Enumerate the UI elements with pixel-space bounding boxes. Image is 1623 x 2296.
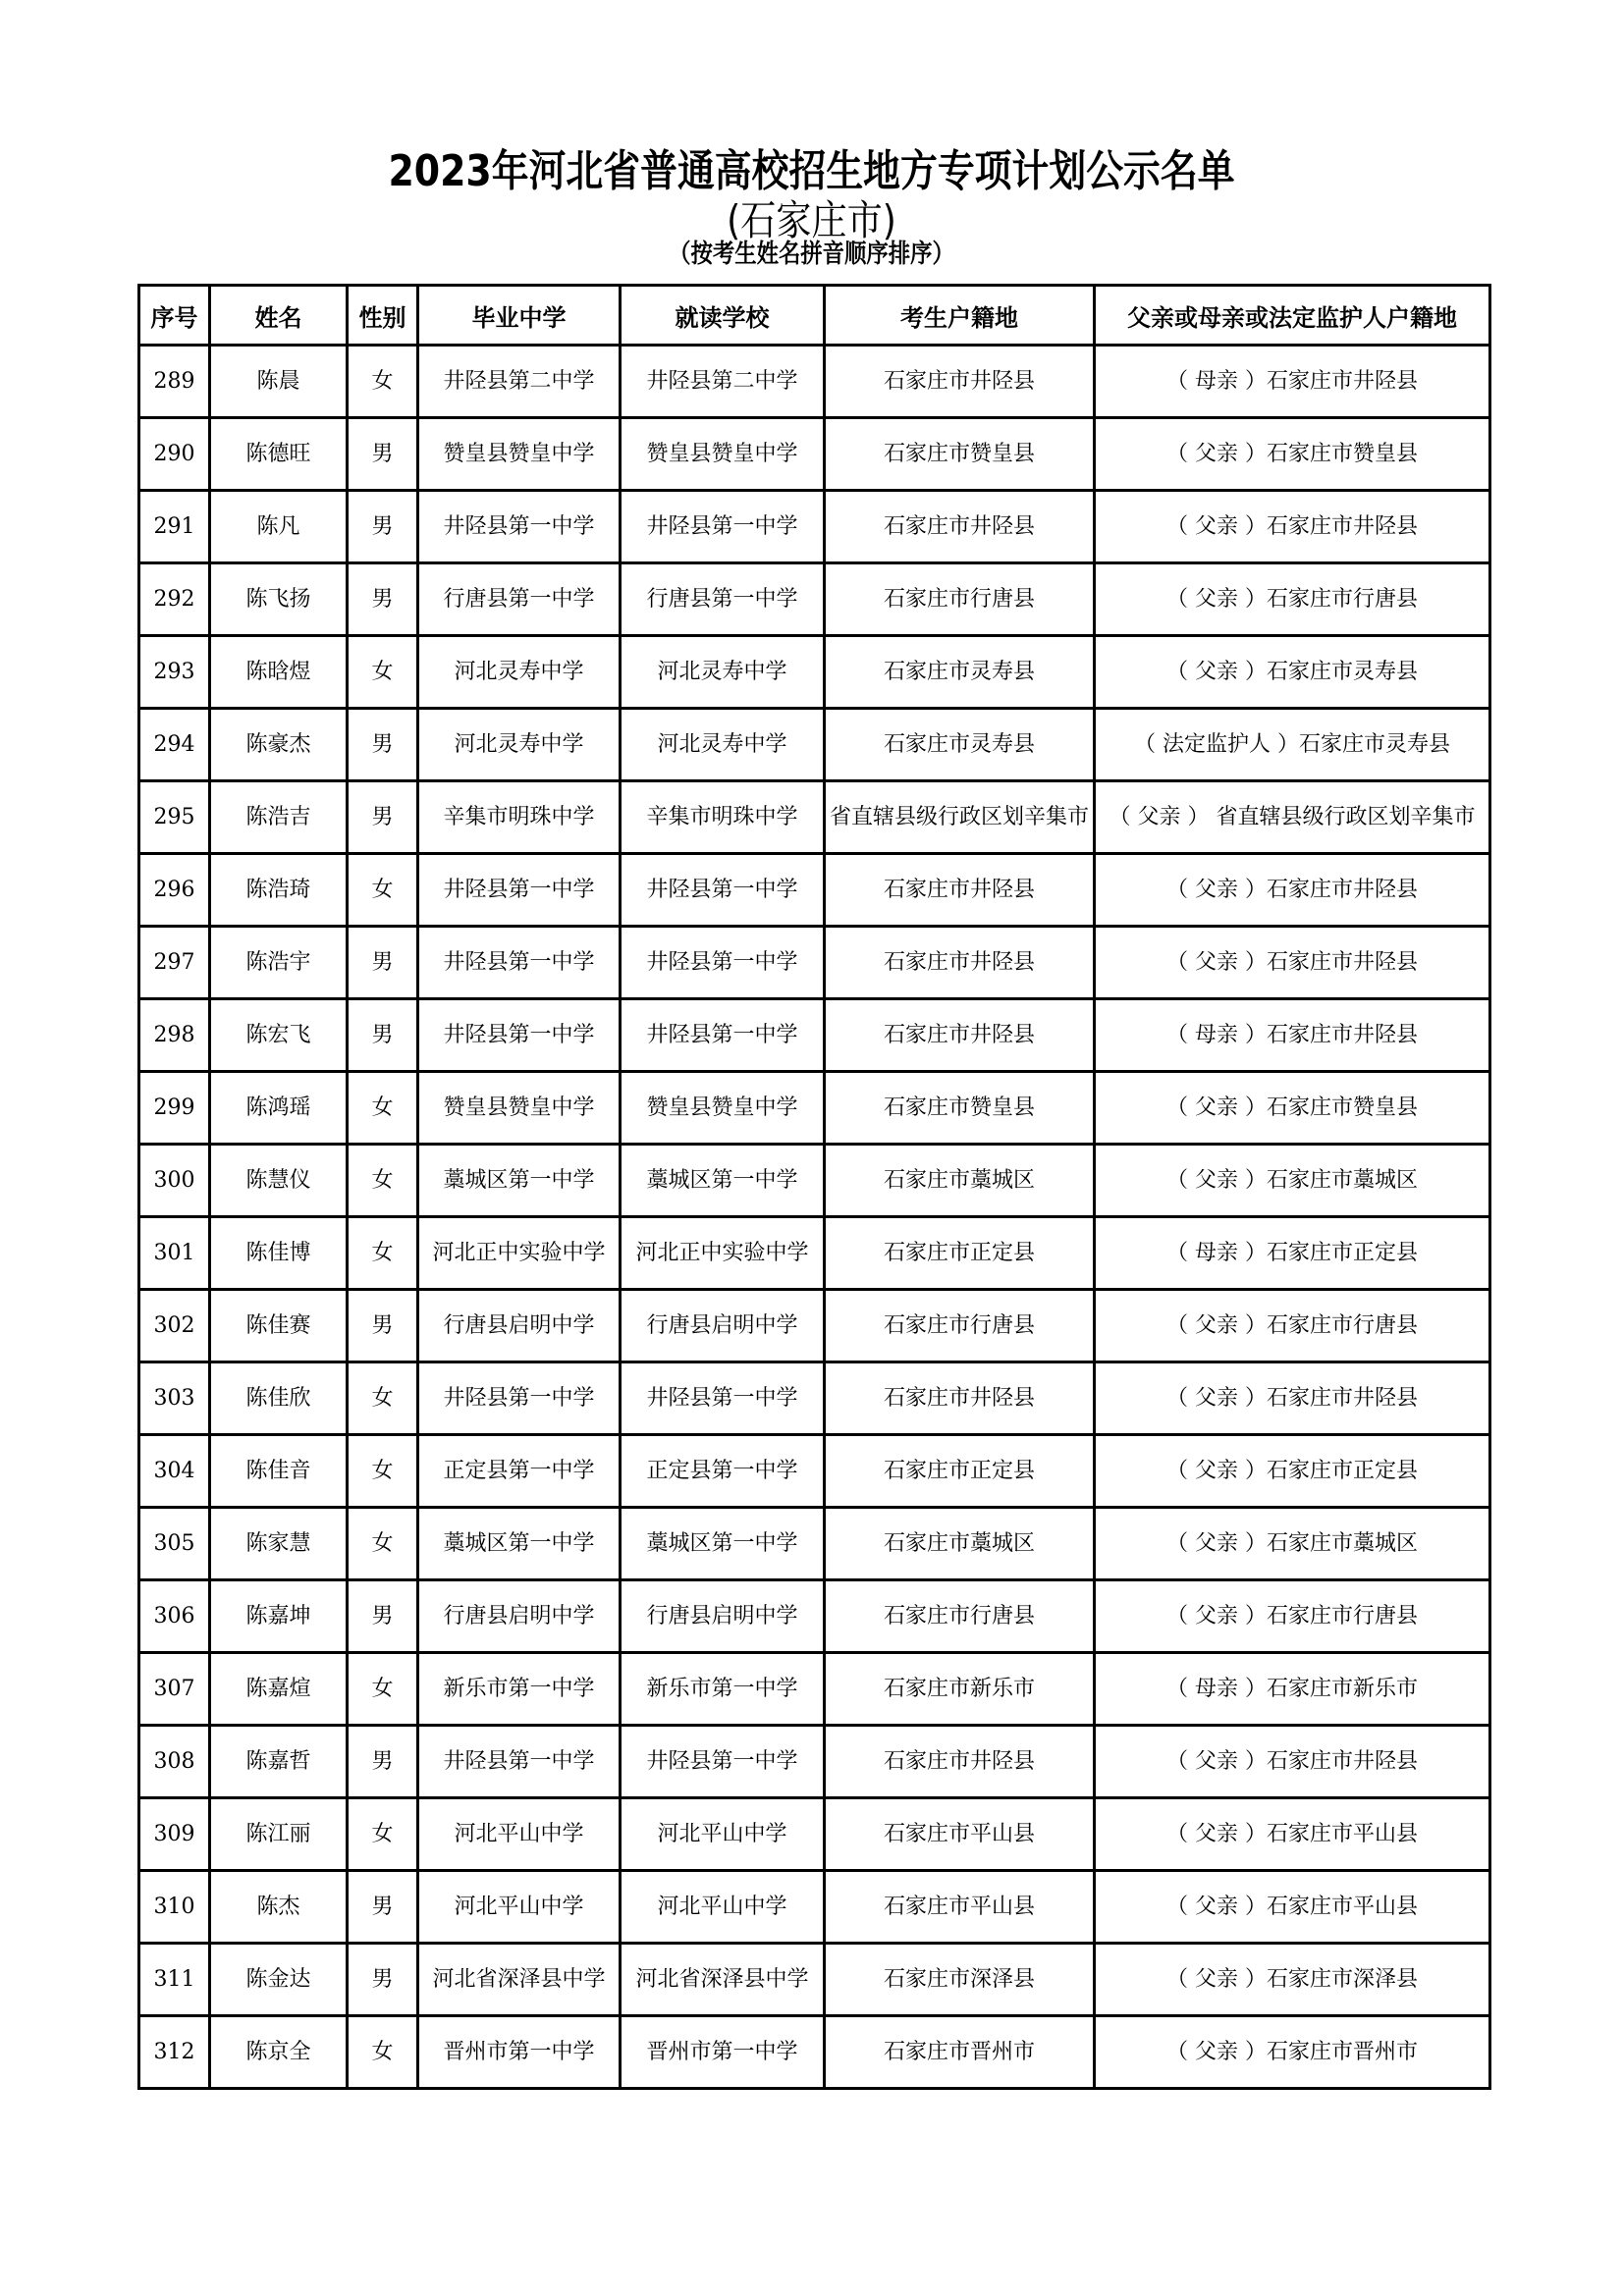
- cell-hukou: 石家庄市行唐县: [825, 1290, 1095, 1362]
- cell-grad-school: 河北平山中学: [418, 1798, 621, 1871]
- cell-hukou: 石家庄市井陉县: [825, 346, 1095, 418]
- table-row: [139, 1580, 1490, 1653]
- cell-name: 陈浩琦: [210, 854, 348, 927]
- cell-grad-school: 井陉县第二中学: [418, 346, 621, 418]
- cell-grad-school: 行唐县启明中学: [418, 1290, 621, 1362]
- cell-gender: 女: [348, 1435, 418, 1508]
- cell-guardian-hukou: （ 父亲 ）石家庄市灵寿县: [1095, 636, 1490, 709]
- cell-seq: 297: [139, 927, 210, 999]
- cell-hukou: 石家庄市深泽县: [825, 1944, 1095, 2016]
- cell-name: 陈浩吉: [210, 781, 348, 854]
- cell-guardian-hukou: （ 父亲 ）石家庄市正定县: [1095, 1435, 1490, 1508]
- cell-name: 陈杰: [210, 1871, 348, 1944]
- cell-seq: 290: [139, 418, 210, 491]
- cell-seq: 301: [139, 1217, 210, 1290]
- cell-current-school: 井陉县第一中学: [621, 1726, 825, 1798]
- cell-name: 陈嘉煊: [210, 1653, 348, 1726]
- cell-name: 陈凡: [210, 491, 348, 563]
- cell-guardian-hukou: （ 父亲 ）石家庄市藁城区: [1095, 1145, 1490, 1217]
- cell-current-school: 河北灵寿中学: [621, 709, 825, 781]
- header-gender: 性别: [348, 286, 418, 346]
- cell-grad-school: 井陉县第一中学: [418, 927, 621, 999]
- cell-grad-school: 河北省深泽县中学: [418, 1944, 621, 2016]
- cell-hukou: 石家庄市井陉县: [825, 927, 1095, 999]
- cell-guardian-hukou: （ 父亲 ）石家庄市行唐县: [1095, 1580, 1490, 1653]
- cell-gender: 男: [348, 1944, 418, 2016]
- table-row: [139, 1290, 1490, 1362]
- cell-grad-school: 河北平山中学: [418, 1871, 621, 1944]
- cell-seq: 295: [139, 781, 210, 854]
- cell-gender: 女: [348, 1145, 418, 1217]
- cell-gender: 男: [348, 491, 418, 563]
- cell-current-school: 井陉县第一中学: [621, 491, 825, 563]
- cell-current-school: 河北正中实验中学: [621, 1217, 825, 1290]
- cell-gender: 男: [348, 1871, 418, 1944]
- cell-grad-school: 河北正中实验中学: [418, 1217, 621, 1290]
- sort-note: （按考生姓名拼音顺序排序）: [669, 240, 954, 269]
- cell-seq: 306: [139, 1580, 210, 1653]
- cell-guardian-hukou: （ 母亲 ）石家庄市新乐市: [1095, 1653, 1490, 1726]
- cell-hukou: 石家庄市平山县: [825, 1798, 1095, 1871]
- cell-name: 陈嘉坤: [210, 1580, 348, 1653]
- table-row: [139, 1435, 1490, 1508]
- cell-current-school: 井陉县第一中学: [621, 1362, 825, 1435]
- cell-name: 陈佳博: [210, 1217, 348, 1290]
- cell-hukou: 石家庄市平山县: [825, 1871, 1095, 1944]
- cell-seq: 307: [139, 1653, 210, 1726]
- document-title: 2023年河北省普通高校招生地方专项计划公示名单: [388, 146, 1235, 196]
- cell-hukou: 石家庄市行唐县: [825, 1580, 1095, 1653]
- cell-seq: 296: [139, 854, 210, 927]
- cell-gender: 男: [348, 999, 418, 1072]
- table-row: [139, 2016, 1490, 2089]
- cell-hukou: 石家庄市井陉县: [825, 491, 1095, 563]
- cell-current-school: 藁城区第一中学: [621, 1508, 825, 1580]
- cell-guardian-hukou: （ 法定监护人 ）石家庄市灵寿县: [1095, 709, 1490, 781]
- cell-guardian-hukou: （ 父亲 ）石家庄市井陉县: [1095, 491, 1490, 563]
- cell-gender: 男: [348, 781, 418, 854]
- cell-name: 陈鸿瑶: [210, 1072, 348, 1145]
- table-row: [139, 1145, 1490, 1217]
- cell-hukou: 石家庄市灵寿县: [825, 636, 1095, 709]
- cell-current-school: 井陉县第二中学: [621, 346, 825, 418]
- cell-name: 陈晨: [210, 346, 348, 418]
- cell-gender: 女: [348, 2016, 418, 2089]
- cell-seq: 304: [139, 1435, 210, 1508]
- cell-grad-school: 河北灵寿中学: [418, 636, 621, 709]
- cell-gender: 女: [348, 1798, 418, 1871]
- cell-current-school: 井陉县第一中学: [621, 927, 825, 999]
- cell-grad-school: 井陉县第一中学: [418, 1726, 621, 1798]
- table-row: [139, 1362, 1490, 1435]
- cell-gender: 男: [348, 563, 418, 636]
- cell-current-school: 新乐市第一中学: [621, 1653, 825, 1726]
- cell-seq: 298: [139, 999, 210, 1072]
- cell-guardian-hukou: （ 父亲 ）石家庄市深泽县: [1095, 1944, 1490, 2016]
- document-subtitle: (石家庄市): [727, 196, 896, 244]
- cell-hukou: 石家庄市藁城区: [825, 1145, 1095, 1217]
- cell-gender: 女: [348, 854, 418, 927]
- cell-gender: 男: [348, 1290, 418, 1362]
- cell-hukou: 石家庄市井陉县: [825, 999, 1095, 1072]
- cell-guardian-hukou: （ 父亲 ） 省直辖县级行政区划辛集市: [1095, 781, 1490, 854]
- cell-guardian-hukou: （ 母亲 ）石家庄市井陉县: [1095, 999, 1490, 1072]
- table-row: [139, 1508, 1490, 1580]
- cell-current-school: 晋州市第一中学: [621, 2016, 825, 2089]
- cell-guardian-hukou: （ 父亲 ）石家庄市晋州市: [1095, 2016, 1490, 2089]
- cell-current-school: 辛集市明珠中学: [621, 781, 825, 854]
- cell-guardian-hukou: （ 父亲 ）石家庄市赞皇县: [1095, 1072, 1490, 1145]
- cell-grad-school: 行唐县启明中学: [418, 1580, 621, 1653]
- table-header-row: [139, 286, 1490, 346]
- cell-gender: 女: [348, 1508, 418, 1580]
- cell-grad-school: 井陉县第一中学: [418, 491, 621, 563]
- cell-guardian-hukou: （ 父亲 ）石家庄市平山县: [1095, 1871, 1490, 1944]
- cell-grad-school: 藁城区第一中学: [418, 1145, 621, 1217]
- table-row: [139, 927, 1490, 999]
- cell-hukou: 石家庄市正定县: [825, 1217, 1095, 1290]
- cell-seq: 292: [139, 563, 210, 636]
- table-row: [139, 636, 1490, 709]
- cell-gender: 女: [348, 636, 418, 709]
- cell-name: 陈京全: [210, 2016, 348, 2089]
- cell-gender: 女: [348, 1653, 418, 1726]
- cell-gender: 男: [348, 927, 418, 999]
- cell-seq: 311: [139, 1944, 210, 2016]
- cell-seq: 300: [139, 1145, 210, 1217]
- cell-hukou: 石家庄市晋州市: [825, 2016, 1095, 2089]
- cell-gender: 男: [348, 1580, 418, 1653]
- cell-gender: 女: [348, 1362, 418, 1435]
- cell-seq: 302: [139, 1290, 210, 1362]
- cell-seq: 293: [139, 636, 210, 709]
- header-hukou: 考生户籍地: [825, 286, 1095, 346]
- cell-hukou: 石家庄市井陉县: [825, 1362, 1095, 1435]
- table-row: [139, 1798, 1490, 1871]
- cell-current-school: 行唐县启明中学: [621, 1290, 825, 1362]
- cell-name: 陈晗煜: [210, 636, 348, 709]
- header-current-school: 就读学校: [621, 286, 825, 346]
- cell-name: 陈飞扬: [210, 563, 348, 636]
- cell-hukou: 石家庄市新乐市: [825, 1653, 1095, 1726]
- cell-name: 陈金达: [210, 1944, 348, 2016]
- cell-hukou: 石家庄市行唐县: [825, 563, 1095, 636]
- cell-grad-school: 藁城区第一中学: [418, 1508, 621, 1580]
- cell-name: 陈佳音: [210, 1435, 348, 1508]
- cell-guardian-hukou: （ 父亲 ）石家庄市行唐县: [1095, 563, 1490, 636]
- table-row: [139, 1072, 1490, 1145]
- cell-current-school: 河北灵寿中学: [621, 636, 825, 709]
- cell-current-school: 赞皇县赞皇中学: [621, 418, 825, 491]
- cell-seq: 303: [139, 1362, 210, 1435]
- cell-seq: 291: [139, 491, 210, 563]
- table-row: [139, 418, 1490, 491]
- cell-name: 陈豪杰: [210, 709, 348, 781]
- cell-current-school: 井陉县第一中学: [621, 999, 825, 1072]
- cell-current-school: 藁城区第一中学: [621, 1145, 825, 1217]
- table-row: [139, 1944, 1490, 2016]
- cell-name: 陈家慧: [210, 1508, 348, 1580]
- cell-guardian-hukou: （ 父亲 ）石家庄市藁城区: [1095, 1508, 1490, 1580]
- table-row: [139, 854, 1490, 927]
- cell-current-school: 井陉县第一中学: [621, 854, 825, 927]
- table-row: [139, 1217, 1490, 1290]
- cell-name: 陈慧仪: [210, 1145, 348, 1217]
- cell-grad-school: 辛集市明珠中学: [418, 781, 621, 854]
- admission-list-table: [137, 284, 1491, 2090]
- table-row: [139, 781, 1490, 854]
- header-seq: 序号: [139, 286, 210, 346]
- cell-name: 陈江丽: [210, 1798, 348, 1871]
- cell-current-school: 正定县第一中学: [621, 1435, 825, 1508]
- table-row: [139, 1653, 1490, 1726]
- cell-gender: 男: [348, 418, 418, 491]
- cell-seq: 294: [139, 709, 210, 781]
- cell-hukou: 石家庄市藁城区: [825, 1508, 1095, 1580]
- cell-name: 陈浩宇: [210, 927, 348, 999]
- cell-current-school: 河北省深泽县中学: [621, 1944, 825, 2016]
- cell-grad-school: 赞皇县赞皇中学: [418, 418, 621, 491]
- cell-grad-school: 井陉县第一中学: [418, 854, 621, 927]
- header-grad-school: 毕业中学: [418, 286, 621, 346]
- cell-guardian-hukou: （ 父亲 ）石家庄市井陉县: [1095, 1362, 1490, 1435]
- cell-grad-school: 正定县第一中学: [418, 1435, 621, 1508]
- cell-seq: 308: [139, 1726, 210, 1798]
- cell-grad-school: 赞皇县赞皇中学: [418, 1072, 621, 1145]
- cell-seq: 289: [139, 346, 210, 418]
- cell-grad-school: 新乐市第一中学: [418, 1653, 621, 1726]
- cell-grad-school: 井陉县第一中学: [418, 999, 621, 1072]
- cell-grad-school: 河北灵寿中学: [418, 709, 621, 781]
- cell-hukou: 石家庄市灵寿县: [825, 709, 1095, 781]
- table-row: [139, 346, 1490, 418]
- cell-hukou: 石家庄市赞皇县: [825, 1072, 1095, 1145]
- cell-guardian-hukou: （ 父亲 ）石家庄市井陉县: [1095, 927, 1490, 999]
- cell-name: 陈嘉哲: [210, 1726, 348, 1798]
- cell-seq: 305: [139, 1508, 210, 1580]
- cell-gender: 女: [348, 1217, 418, 1290]
- header-guardian-hukou: 父亲或母亲或法定监护人户籍地: [1095, 286, 1490, 346]
- cell-guardian-hukou: （ 母亲 ）石家庄市井陉县: [1095, 346, 1490, 418]
- table-row: [139, 1726, 1490, 1798]
- cell-hukou: 石家庄市赞皇县: [825, 418, 1095, 491]
- cell-grad-school: 晋州市第一中学: [418, 2016, 621, 2089]
- cell-gender: 男: [348, 709, 418, 781]
- cell-seq: 309: [139, 1798, 210, 1871]
- cell-current-school: 河北平山中学: [621, 1871, 825, 1944]
- cell-name: 陈佳赛: [210, 1290, 348, 1362]
- header-name: 姓名: [210, 286, 348, 346]
- cell-seq: 312: [139, 2016, 210, 2089]
- table-row: [139, 491, 1490, 563]
- cell-current-school: 行唐县启明中学: [621, 1580, 825, 1653]
- cell-gender: 女: [348, 346, 418, 418]
- table-row: [139, 563, 1490, 636]
- table-row: [139, 1871, 1490, 1944]
- cell-name: 陈佳欣: [210, 1362, 348, 1435]
- cell-guardian-hukou: （ 父亲 ）石家庄市平山县: [1095, 1798, 1490, 1871]
- cell-hukou: 省直辖县级行政区划辛集市: [825, 781, 1095, 854]
- cell-guardian-hukou: （ 父亲 ）石家庄市井陉县: [1095, 854, 1490, 927]
- table-row: [139, 999, 1490, 1072]
- cell-seq: 310: [139, 1871, 210, 1944]
- cell-guardian-hukou: （ 父亲 ）石家庄市行唐县: [1095, 1290, 1490, 1362]
- cell-guardian-hukou: （ 父亲 ）石家庄市赞皇县: [1095, 418, 1490, 491]
- cell-grad-school: 井陉县第一中学: [418, 1362, 621, 1435]
- cell-hukou: 石家庄市井陉县: [825, 854, 1095, 927]
- table-row: [139, 709, 1490, 781]
- cell-current-school: 河北平山中学: [621, 1798, 825, 1871]
- cell-seq: 299: [139, 1072, 210, 1145]
- cell-name: 陈宏飞: [210, 999, 348, 1072]
- cell-guardian-hukou: （ 母亲 ）石家庄市正定县: [1095, 1217, 1490, 1290]
- cell-gender: 男: [348, 1726, 418, 1798]
- cell-hukou: 石家庄市正定县: [825, 1435, 1095, 1508]
- cell-guardian-hukou: （ 父亲 ）石家庄市井陉县: [1095, 1726, 1490, 1798]
- cell-name: 陈德旺: [210, 418, 348, 491]
- cell-current-school: 行唐县第一中学: [621, 563, 825, 636]
- cell-grad-school: 行唐县第一中学: [418, 563, 621, 636]
- cell-current-school: 赞皇县赞皇中学: [621, 1072, 825, 1145]
- cell-gender: 女: [348, 1072, 418, 1145]
- cell-hukou: 石家庄市井陉县: [825, 1726, 1095, 1798]
